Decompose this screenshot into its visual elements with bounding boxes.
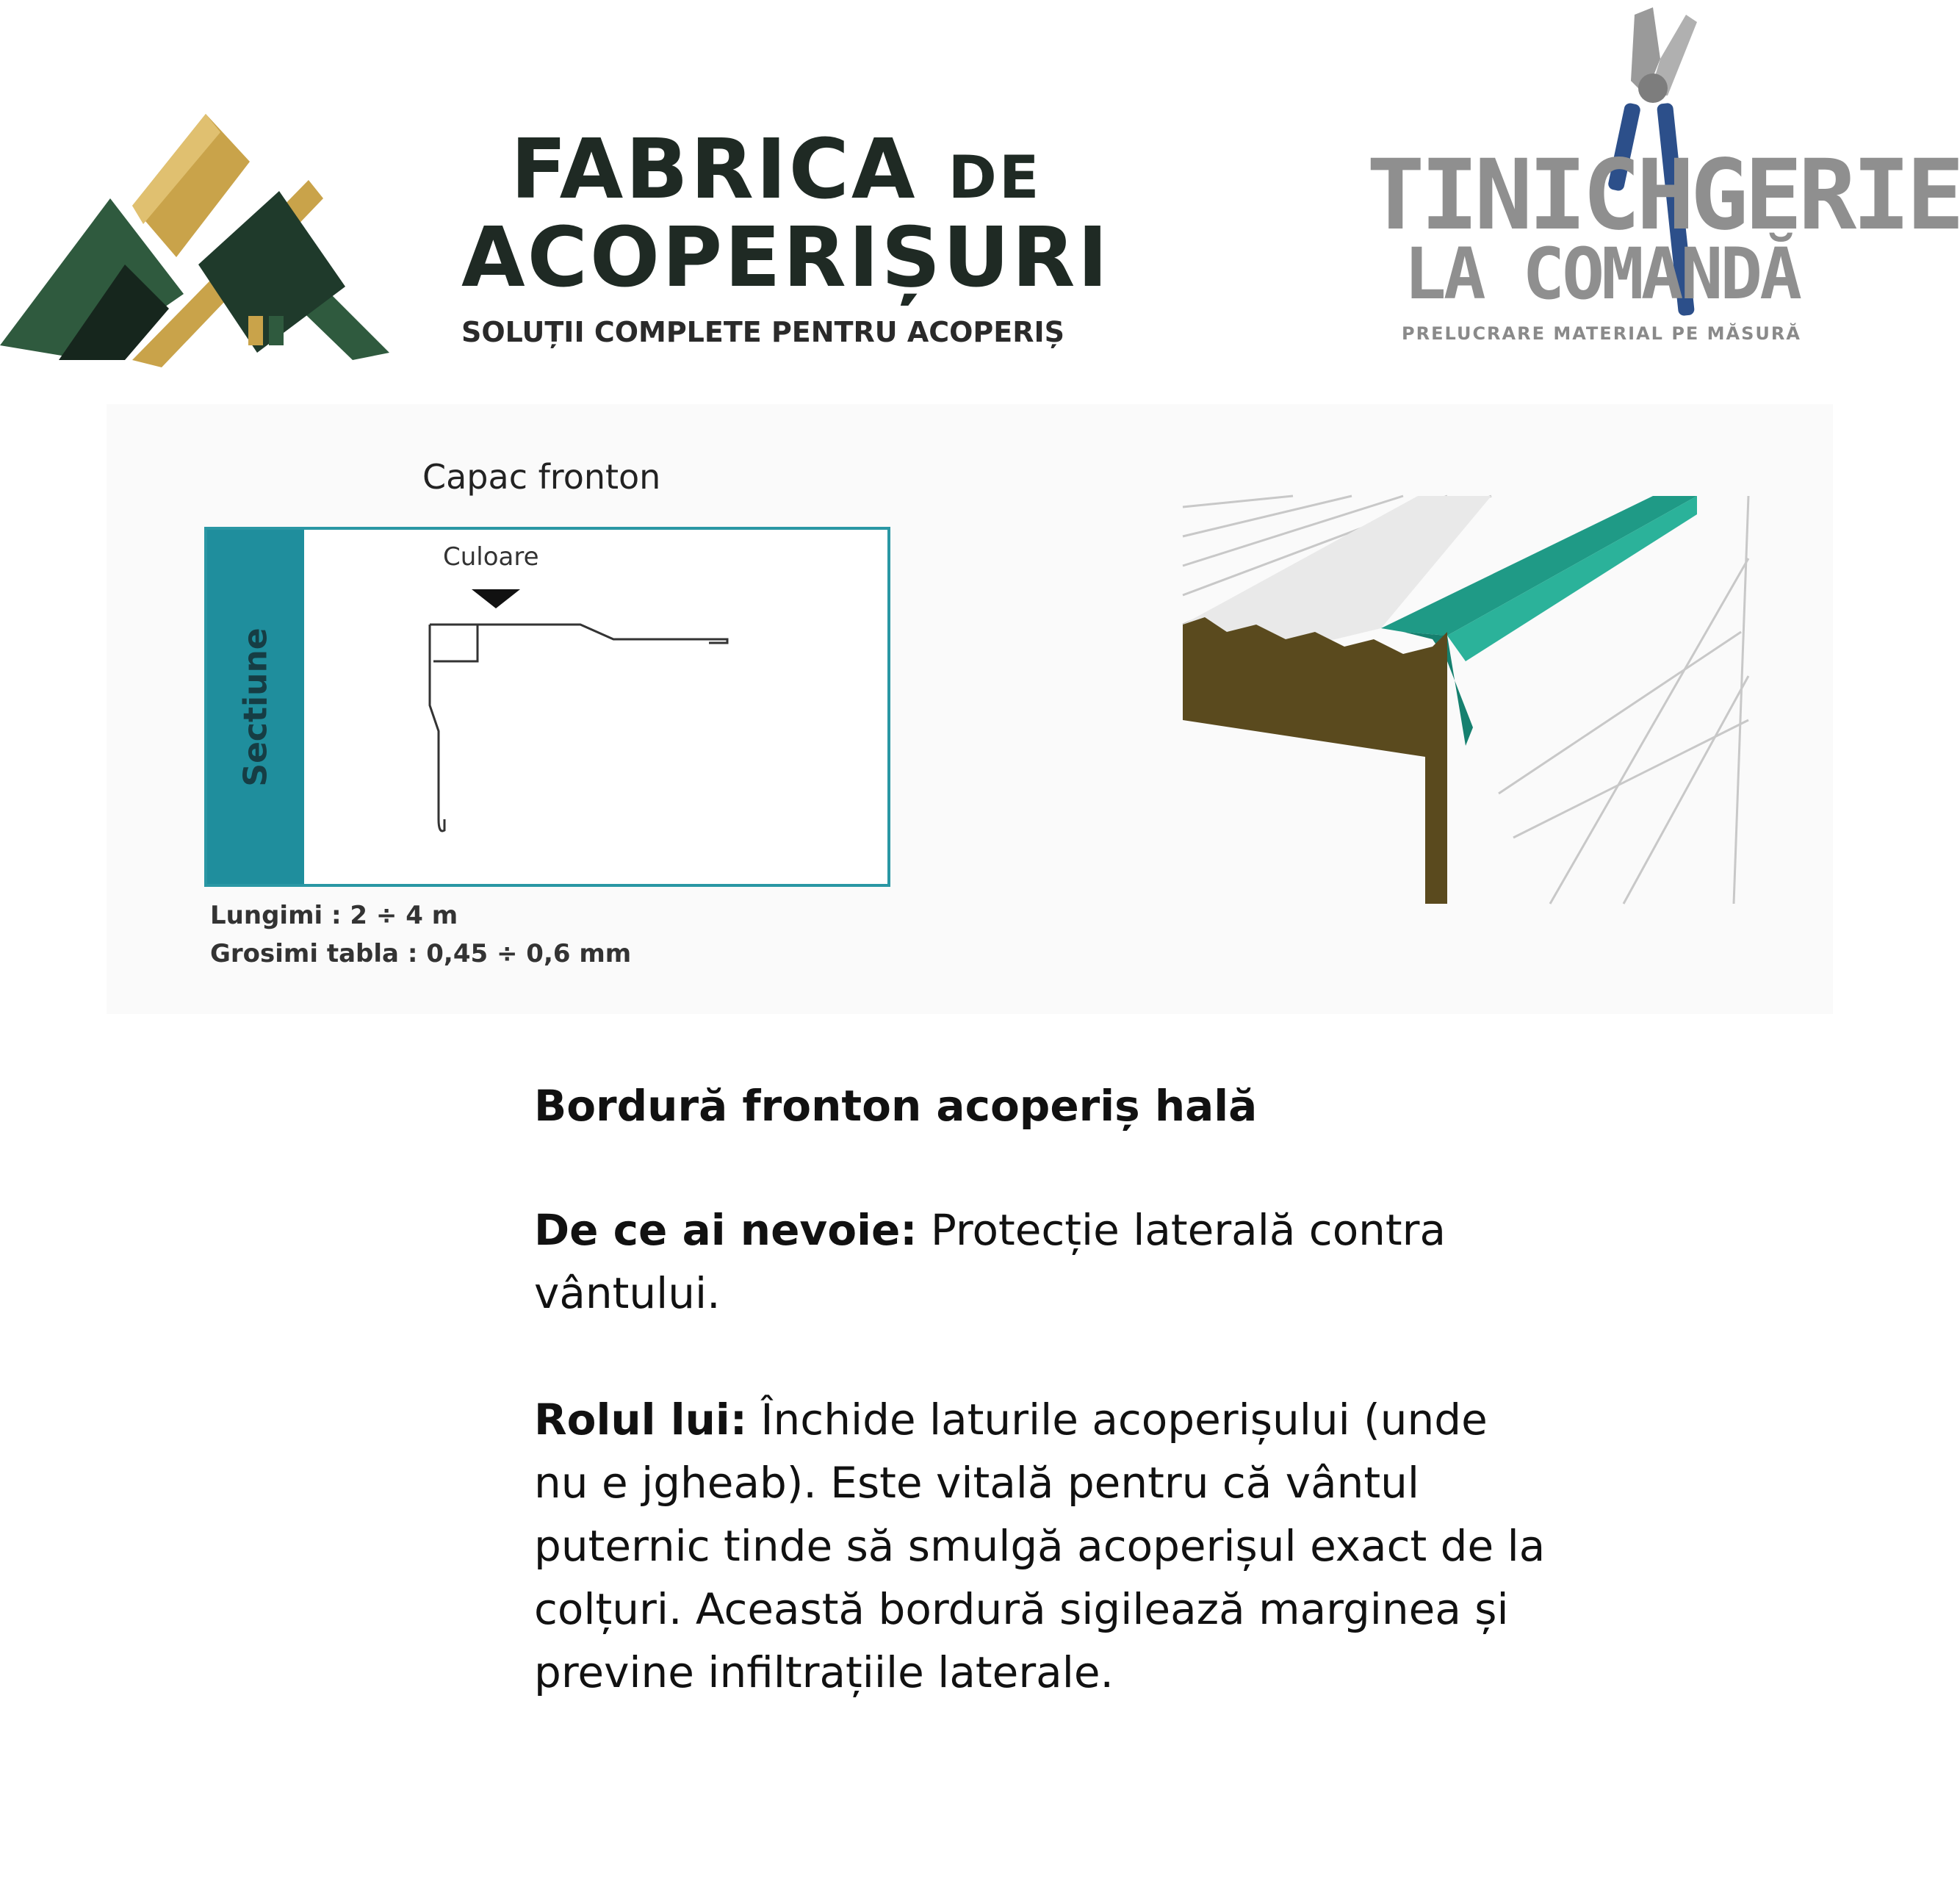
need-paragraph bbox=[534, 1198, 1548, 1325]
installed-trim-illustration bbox=[1183, 485, 1770, 904]
brand-tagline: SOLUȚII COMPLETE PENTRU ACOPERIȘ bbox=[461, 316, 1065, 348]
description-block bbox=[534, 1076, 1548, 1767]
spec-lengths: Lungimi : 2 ÷ 4 m bbox=[210, 901, 458, 930]
tinichgerie-name-line2: LA COMANDĂ bbox=[1404, 233, 1799, 315]
tinichgerie-name-line1: TINICHGERIE bbox=[1366, 139, 1960, 252]
panel-title: Capac fronton bbox=[422, 457, 661, 497]
description-title: Bordură fronton acoperiș hală bbox=[534, 1081, 1258, 1131]
role-text: Închide laturile acoperișului (unde nu e jgheab). Este vitală pentru că vântul puternic tinde să smulgă acoperișul exact de la colțuri. Această bordură sigilează marginea și previne infiltrațiile laterale. bbox=[534, 1395, 1546, 1697]
profile-section-drawing bbox=[411, 580, 749, 852]
brand-name-line2: ACOPERIȘURI bbox=[461, 210, 1111, 306]
spec-thickness: Grosimi tabla : 0,45 ÷ 0,6 mm bbox=[210, 939, 632, 968]
brand-name-line1: FABRICA DE bbox=[511, 122, 1042, 217]
color-side-label: Culoare bbox=[443, 542, 539, 572]
fabrica-logo-icon bbox=[0, 110, 397, 375]
role-label: Rolul lui: bbox=[534, 1395, 747, 1445]
tinichgerie-tagline: PRELUCRARE MATERIAL PE MĂSURĂ bbox=[1402, 323, 1801, 344]
need-text: Protecție laterală contra vântului. bbox=[534, 1205, 1446, 1318]
role-paragraph bbox=[534, 1388, 1548, 1704]
need-label: De ce ai nevoie: bbox=[534, 1205, 918, 1255]
section-band-label: Sectiune bbox=[237, 627, 275, 787]
